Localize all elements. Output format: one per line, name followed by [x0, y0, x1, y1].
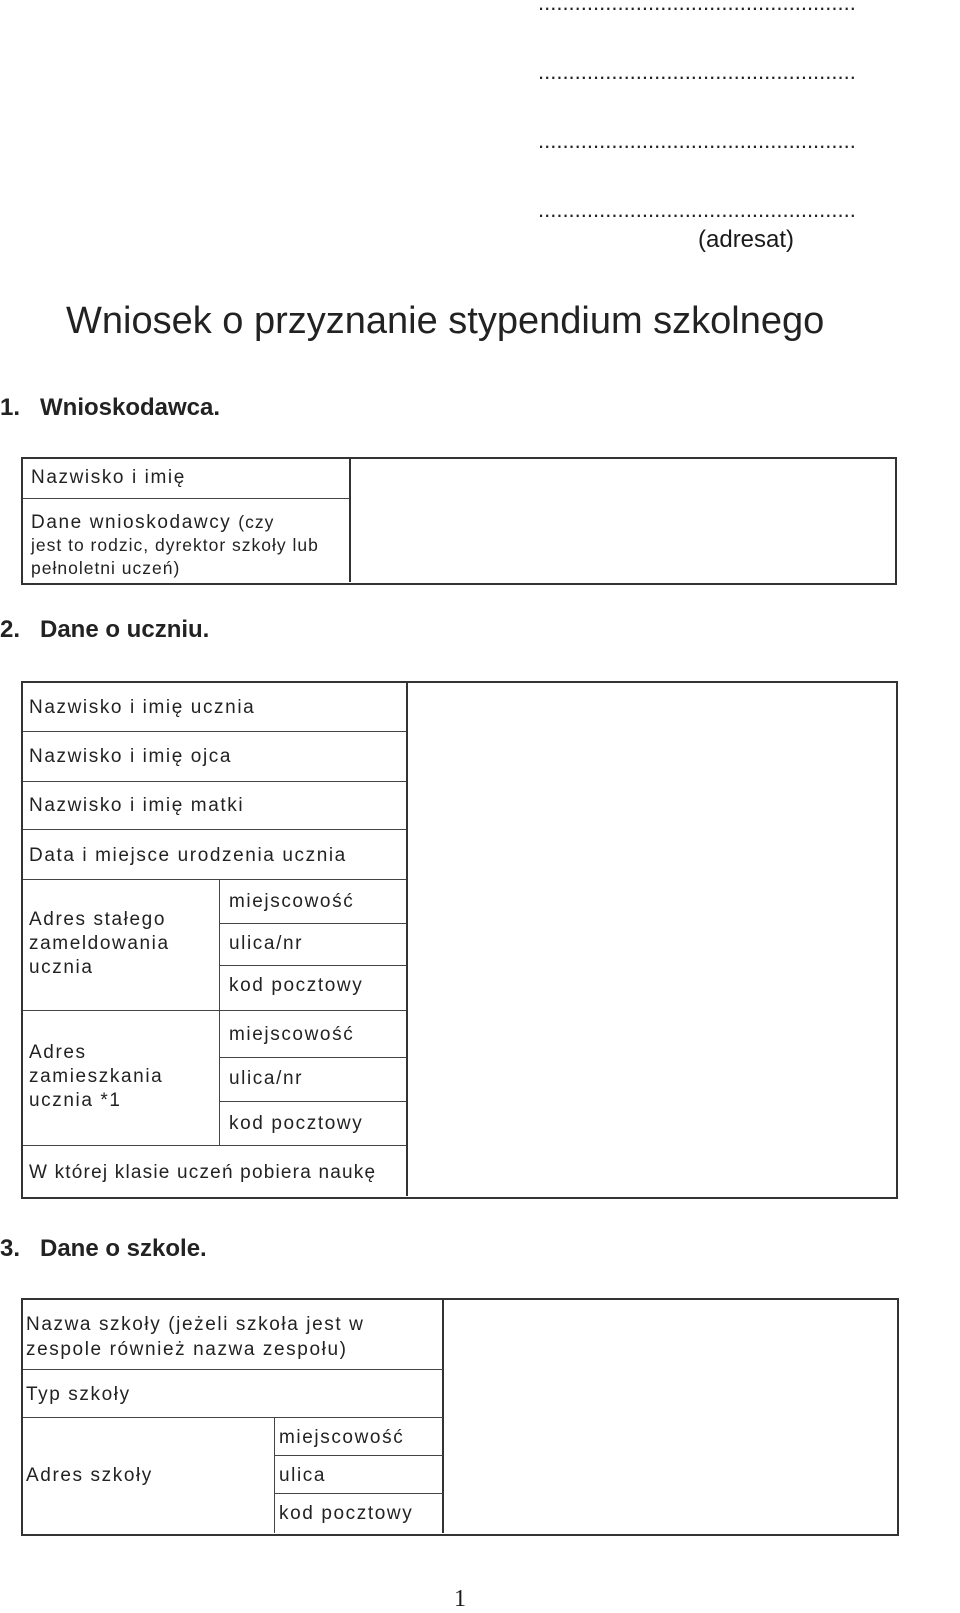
student-row-divider-2 — [23, 781, 408, 782]
applicant-name-field[interactable] — [353, 459, 893, 499]
section-1-number: 1. — [0, 394, 21, 421]
school-street-label: ulica — [279, 1465, 327, 1486]
permanent-address-label-3: ucznia — [29, 957, 94, 978]
grade-label: W której klasie uczeń pobiera naukę — [29, 1162, 377, 1183]
applicant-column-divider — [349, 459, 351, 582]
school-row-divider-2 — [23, 1417, 443, 1418]
document-title: Wniosek o przyznanie stypendium szkolnego — [66, 300, 825, 342]
school-table — [21, 1298, 899, 1536]
applicant-data-field[interactable] — [353, 501, 893, 581]
residence-street-label: ulica/nr — [229, 1068, 304, 1089]
applicant-row-divider — [23, 498, 349, 499]
mother-name-label: Nazwisko i imię matki — [29, 795, 245, 816]
residence-street-field[interactable] — [411, 1058, 895, 1101]
school-row-divider-1 — [23, 1369, 443, 1370]
residence-address-label-1: Adres — [29, 1042, 87, 1063]
applicant-data-line-3: pełnoletni uczeń) — [31, 558, 181, 578]
school-address-label: Adres szkoły — [26, 1465, 153, 1486]
recipient-label: (adresat) — [698, 226, 795, 253]
school-postal-label: kod pocztowy — [279, 1503, 414, 1524]
mother-name-field[interactable] — [411, 782, 895, 828]
permanent-postal-field[interactable] — [411, 966, 895, 1010]
page-number: 1 — [454, 1586, 466, 1612]
school-city-field[interactable] — [447, 1418, 895, 1455]
applicant-name-label: Nazwisko i imię — [31, 467, 186, 488]
section-2-heading — [0, 616, 209, 644]
school-name-field[interactable] — [447, 1300, 895, 1369]
address-subcolumn-divider — [219, 879, 220, 1145]
student-row-divider-3 — [23, 829, 408, 830]
section-3-heading — [0, 1235, 207, 1263]
student-table — [21, 681, 898, 1199]
school-name-label-2: zespole również nazwa zespołu) — [26, 1339, 348, 1360]
applicant-data-line-2: jest to rodzic, dyrektor szkoły lub — [31, 535, 319, 555]
student-name-label: Nazwisko i imię ucznia — [29, 697, 256, 718]
permanent-city-label: miejscowość — [229, 891, 355, 912]
student-row-divider-1 — [23, 731, 408, 732]
school-name-label-1: Nazwa szkoły (jeżeli szkoła jest w — [26, 1314, 365, 1335]
applicant-data-main: Dane wnioskodawcy — [31, 512, 232, 533]
permanent-city-field[interactable] — [411, 880, 895, 923]
permanent-address-label-1: Adres stałego — [29, 909, 166, 930]
birth-label: Data i miejsce urodzenia ucznia — [29, 845, 347, 866]
residence-street-divider — [219, 1101, 408, 1102]
student-row-divider-4 — [23, 879, 408, 880]
student-name-field[interactable] — [411, 683, 895, 731]
section-1-heading — [0, 394, 220, 422]
residence-address-label-2: zamieszkania — [29, 1066, 164, 1087]
permanent-postal-label: kod pocztowy — [229, 975, 364, 996]
residence-postal-field[interactable] — [411, 1102, 895, 1145]
section-1-title: Wnioskodawca. — [40, 394, 221, 421]
father-name-field[interactable] — [411, 732, 895, 780]
permanent-street-label: ulica/nr — [229, 933, 304, 954]
school-type-label: Typ szkoły — [26, 1384, 131, 1405]
residence-address-label-3: ucznia *1 — [29, 1090, 122, 1111]
residence-city-label: miejscowość — [229, 1024, 355, 1045]
residence-city-divider — [219, 1057, 408, 1058]
applicant-table — [21, 457, 897, 585]
section-2-number: 2. — [0, 616, 21, 643]
permanent-address-label-2: zameldowania — [29, 933, 170, 954]
student-row-divider-5 — [23, 1010, 408, 1011]
father-name-label: Nazwisko i imię ojca — [29, 746, 233, 767]
grade-field[interactable] — [411, 1146, 895, 1196]
recipient-line-3[interactable]: .................................................... — [538, 130, 856, 152]
school-city-label: miejscowość — [279, 1427, 405, 1448]
school-city-divider — [274, 1455, 443, 1456]
permanent-street-field[interactable] — [411, 924, 895, 965]
recipient-line-2[interactable]: .................................................... — [538, 61, 856, 83]
section-3-title: Dane o szkole. — [40, 1235, 207, 1262]
school-address-subcolumn-divider — [274, 1417, 275, 1533]
school-street-field[interactable] — [447, 1456, 895, 1493]
recipient-line-1[interactable]: .................................................... — [538, 0, 856, 14]
permanent-city-divider — [219, 923, 408, 924]
school-street-divider — [274, 1493, 443, 1494]
recipient-line-4[interactable]: .................................................... — [538, 199, 856, 221]
section-3-number: 3. — [0, 1235, 21, 1262]
birth-field[interactable] — [411, 830, 895, 878]
school-postal-field[interactable] — [447, 1494, 895, 1533]
residence-city-field[interactable] — [411, 1011, 895, 1057]
student-row-divider-6 — [23, 1145, 408, 1146]
section-2-title: Dane o uczniu. — [40, 616, 210, 643]
applicant-data-label — [31, 510, 274, 535]
permanent-street-divider — [219, 965, 408, 966]
student-column-divider — [406, 683, 408, 1196]
applicant-data-note: (czy — [238, 512, 275, 532]
school-type-field[interactable] — [447, 1370, 895, 1417]
residence-postal-label: kod pocztowy — [229, 1113, 364, 1134]
